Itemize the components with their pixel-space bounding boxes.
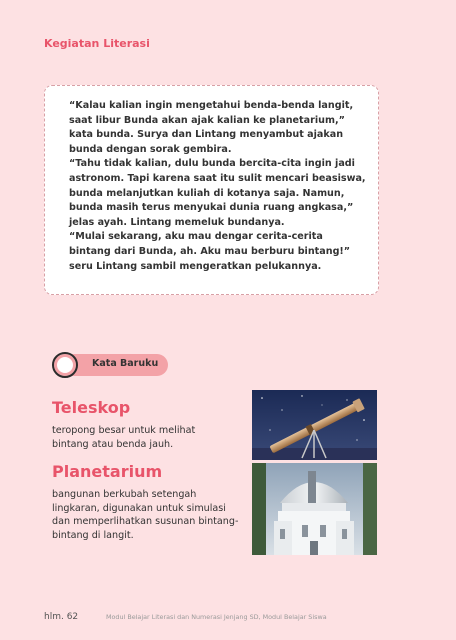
section-title: Kegiatan Literasi [44, 37, 150, 50]
definition-planetarium: bangunan berkubah setengah lingkaran, digunakan untuk simulasi dan memperlihatkan susunan bintang-bintang di langit. [52, 489, 239, 541]
definition-teleskop: teropong besar untuk melihat bintang atau benda jauh. [52, 425, 196, 450]
term-planetarium: Planetarium [52, 462, 163, 481]
term-teleskop: Teleskop [52, 398, 131, 417]
telescope-image [252, 390, 377, 460]
story-paragraph-1: “Kalau kalian ingin mengetahui benda-benda langit, saat libur Bunda akan ajak kalian ke planetarium,” kata bunda. Surya dan Lintang menyambut ajakan bunda dengan sorak gembira. [69, 100, 354, 155]
vocab-badge [52, 352, 168, 378]
story-paragraph-3: “Mulai sekarang, aku mau dengar cerita-cerita bintang dari Bunda, ah. Aku mau berburu bintang!” seru Lintang sambil mengeratkan pelukannya. [69, 231, 351, 272]
planetarium-illustration [252, 463, 377, 555]
planetarium-image [252, 463, 377, 555]
page-number: hlm. 62 [44, 612, 79, 622]
story-box [44, 85, 379, 295]
book-title: Modul Belajar Literasi dan Numerasi Jenjang SD, Modul Belajar Siswa [106, 613, 327, 621]
badge-circle-icon [52, 352, 78, 378]
story-paragraph-2: “Tahu tidak kalian, dulu bunda bercita-cita ingin jadi astronom. Tapi karena saat itu sulit mencari beasiswa, bunda melanjutkan kuliah di kotanya saja. Namun, bunda masih terus menyukai dunia ruang angkasa,” jelas ayah. Lintang memeluk bundanya. [69, 158, 366, 228]
badge-label: Kata Baruku [92, 358, 159, 369]
telescope-illustration [252, 390, 377, 460]
